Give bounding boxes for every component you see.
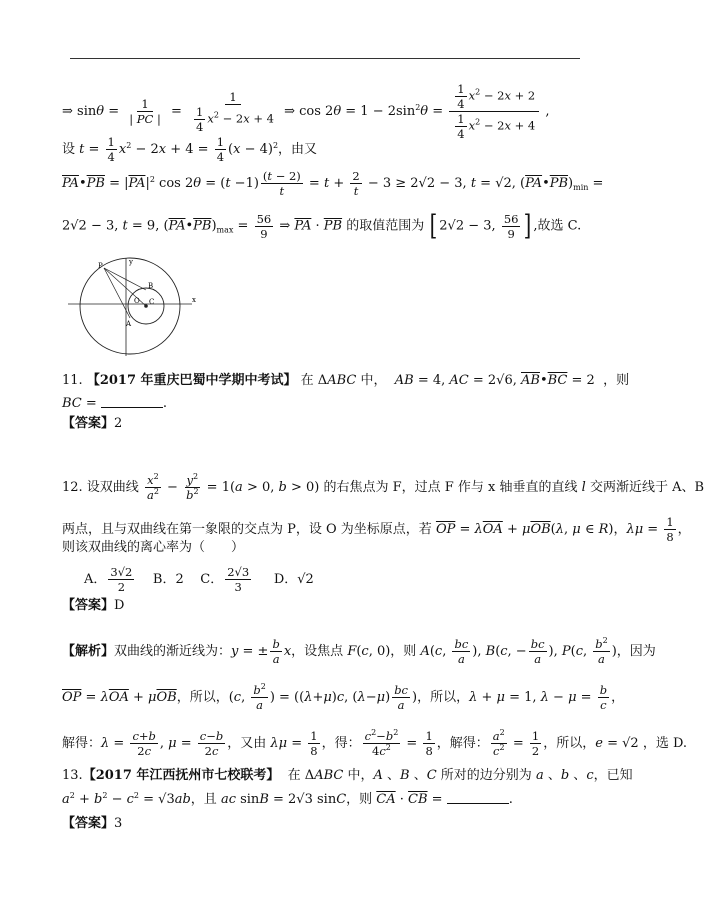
center-c bbox=[144, 304, 148, 308]
label-a: A bbox=[126, 320, 132, 328]
q11-line-1: 11. 【2017 年重庆巴蜀中学期中考试】 在 ΔABC 中， AB = 4, AC = 2√6, $\overline{AB}•\overline{BC} = 2$ ，则 bbox=[62, 373, 630, 388]
conclusion: ,故选 C. bbox=[533, 218, 582, 234]
q11-answer: 【答案】2 bbox=[62, 416, 123, 431]
q12-answer: 【答案】D bbox=[62, 598, 125, 613]
big-circle bbox=[80, 258, 180, 354]
question-source: 【2017 年重庆巴蜀中学期中考试】 bbox=[86, 373, 297, 388]
answer-blank bbox=[101, 396, 163, 408]
fraction: $\frac{1}{| PC |}$ bbox=[129, 97, 161, 126]
label-o: O bbox=[134, 297, 140, 305]
fraction: $\frac{1}{4}$ $x^2 - 2x + 2$ $\frac{1}{4}$ $x^2 - 2x + 4$ bbox=[449, 82, 539, 141]
q13-line-1: 13.【2017 年江西抚州市七校联考】 在 ΔABC 中，A 、B 、C 所对的边分别为 a 、b 、c，已知 bbox=[62, 768, 633, 783]
circle-figure bbox=[68, 252, 200, 362]
q12-analysis-2: $\overline{OP} = \lambda\overline{OA} + \mu\overline{OB}$，所以，(c, $\frac{b^2}{a}$ ) = ((λ+μ)c, (λ−μ) $\frac{bc}{a}$ )，所以，λ + μ = 1, λ − μ = $\frac{b}{c}$ ， bbox=[62, 682, 625, 712]
question-number: 11. bbox=[62, 373, 83, 388]
label-c: C bbox=[149, 298, 155, 306]
answer-blank bbox=[447, 792, 509, 804]
solution-line-2: 设 t = $\frac{1}{4}$ $x^2 - 2x + 4$ = $\frac{1}{4}$ $(x - 4)^2$，由又 bbox=[62, 135, 318, 164]
q11-line-2: BC = . bbox=[62, 396, 168, 411]
solution-line-3: $\overline{PA}•\overline{PB} = |\overline{PA}|^2$ cos 2θ = (t −1) $\frac{(t - 2)}{t}$ = t + $\frac{2}{t}$ − 3 ≥ 2√2 − 3, t = √2, $(\overline{PA}•\overline{PB})_{min}$ = bbox=[62, 169, 604, 198]
q12-line-3: 则该双曲线的离心率为（ ） bbox=[62, 540, 245, 555]
q12-analysis-1: 【解析】双曲线的渐近线为：y = ± $\frac{b}{a}$ x，设焦点 F(c, 0)，则 A(c, $\frac{bc}{a}$ ), B(c, − $\frac{bc}{a}$ ), P(c, $\frac{b^2}{a}$ )，因为 bbox=[62, 636, 656, 666]
q13-line-2: $a^2 + b^2 - c^2 = √3ab$，且 ac sinB = 2√3 sinC，则 $\overline{CA} \cdot \overline{CB}$ = . bbox=[62, 791, 513, 807]
fraction: 1 $\frac{1}{4}$ $x^2 - 2x + 4$ bbox=[196, 89, 274, 134]
label-y: y bbox=[129, 258, 133, 266]
q12-line-1: 12. 设双曲线 $\frac{x^2}{a^2}$ − $\frac{y^2}{b^2}$ = 1(a > 0, b > 0) 的右焦点为 F，过点 F 作与 x 轴垂直的直线 l 交两渐近线于 A、B bbox=[62, 472, 704, 502]
label-x: x bbox=[192, 296, 196, 304]
solution-line-1: ⇒ sinθ = $\frac{1}{| PC |}$ = 1 $\frac{1}{4}$ $x^2 - 2x + 4$ ⇒ $\cos 2\theta = 1 - 2\sin^2\theta$ = $\frac{1}{4}$ $x^2 - 2x + 2$ $\frac{1}{4}$ $x^2 - 2x + 4$ , bbox=[62, 82, 550, 141]
label-p: P bbox=[98, 262, 103, 270]
q12-line-2: 两点，且与双曲线在第一象限的交点为 P，设 O 为坐标原点，若 $\overline{OP} = \lambda\overline{OA} + \mu\overline{OB}(\lambda$, μ ∈ R)，λμ = $\frac{1}{8}$ ， bbox=[62, 515, 691, 544]
q12-options: A． $\frac{3√2}{2}$ B．2 C． $\frac{2√3}{3}$ D．√2 bbox=[84, 565, 314, 594]
solution-line-4: 2√2 − 3, t = 9, $(\overline{PA}•\overline{PB})_{max}$ = $\frac{56}{9}$ ⇒ $\overline{PA} \cdot \overline{PB}$ 的取值范围为 [ 2√2 − 3, $\frac{56}{9}$ ] ,故选 C. bbox=[62, 209, 582, 242]
header-rule bbox=[70, 58, 580, 59]
q12-analysis-3: 解得：λ = $\frac{c+b}{2c}$ , μ = $\frac{c-b}{2c}$ ，又由 λμ = $\frac{1}{8}$ ，得： $\frac{c^2-b^2}{4c^2}$ = $\frac{1}{8}$ ，解得： $\frac{a^2}{c^2}$ = $\frac{1}{2}$ ，所以，e = √2 ，选 D. bbox=[62, 728, 688, 758]
q13-answer: 【答案】3 bbox=[62, 816, 123, 831]
label-b: B bbox=[148, 282, 154, 290]
comma: , bbox=[545, 104, 550, 119]
